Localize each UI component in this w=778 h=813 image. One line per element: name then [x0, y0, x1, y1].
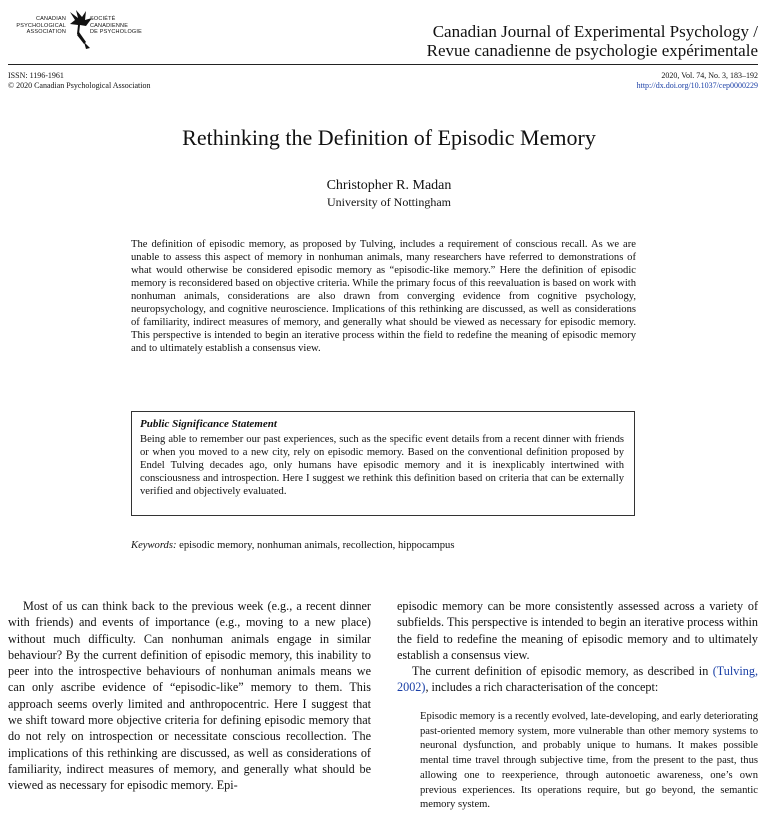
keywords-label: Keywords: [131, 540, 177, 551]
journal-title [427, 22, 758, 60]
public-significance-box [131, 411, 635, 516]
copyright: © 2020 Canadian Psychological Association [8, 81, 151, 90]
journal-title-french: Revue canadienne de psychologie expérimentale [426, 41, 758, 60]
publication-info-left [8, 71, 151, 91]
journal-title-english: Canadian Journal of Experimental Psychology / [432, 22, 758, 41]
publication-info-right [637, 71, 758, 91]
keywords-list: episodic memory, nonhuman animals, recollection, hippocampus [179, 540, 455, 551]
header-divider [8, 64, 758, 65]
citation-link-tulving[interactable]: (Tulving, 2002) [397, 664, 759, 695]
author-name: Christopher R. Madan [326, 178, 452, 193]
body-column-left [8, 598, 371, 794]
article-title: Rethinking the Definition of Episodic Memory [182, 125, 596, 150]
block-quote: Episodic memory is a recently evolved, late-developing, and early deteriorating past-oriented memory system, more vulnerable than other memory systems to neuronal dysfunction, and probably unique to humans. It makes possible mental time travel through subjective time, from the present to the past, thus allowing one to reexperience, through autonoetic awareness, one’s own previous experiences. Its operations require, but go beyond, the semantic memory system. [420, 711, 758, 811]
significance-body: Being able to remember our past experiences, such as the specific event details from a recent dinner with friends or when you moved to a new city, rely on episodic memory. Based on the conventional definition proposed by Endel Tulving decades ago, only humans have episodic memory and it is inexplicably intertwined with consciousness and introspection. Here I suggest we rethink this definition based on criteria that can be externally verified and objectively evaluated. [140, 434, 624, 497]
doi-link[interactable]: http://dx.doi.org/10.1037/cep0000229 [636, 81, 758, 90]
body-paragraph: episodic memory can be more consistently assessed across a variety of subfields. This perspective is intended to begin an iterative process within the field to redefine the meaning of episodic memory and to ultimately establish a consensus view. [397, 599, 758, 662]
issn: ISSN: 1196-1961 [8, 71, 64, 80]
significance-heading: Public Significance Statement [140, 418, 277, 430]
citation: 2020, Vol. 74, No. 3, 183–192 [661, 71, 758, 80]
abstract: The definition of episodic memory, as proposed by Tulving, includes a requirement of conscious recall. As we are unable to assess this aspect of memory in nonhuman animals, many researchers have referred to demonstrations of what would otherwise be considered episodic memory as “episodic-like memory.” Here the definition of episodic memory is reconsidered based on objective criteria. While the primary focus of this reevaluation is based on work with nonhuman animals, considerations are also drawn from converging evidence from cognitive psychology, neuropsychology, and cognitive neuroscience. Implications of this rethinking are discussed, as well as considerations of familiarity, indirect measures of memory, and generally what should be viewed as necessary for episodic memory. This perspective is intended to begin an iterative process within the field to redefine the meaning of episodic memory and to ultimately establish a consensus view. [131, 239, 636, 354]
author-affiliation: University of Nottingham [327, 195, 451, 209]
keywords [131, 540, 454, 551]
body-paragraph: Most of us can think back to the previous week (e.g., a recent dinner with friends) and events of importance (e.g., moving to a new place) without much difficulty. Can nonhuman animals engage in similar behaviour? By the current definition of episodic memory, this inability to peer into the introspective behaviours of nonhuman animals means we can only ascribe evidence of “episodic-like” memory to them. This approach seems overly limited and anthropocentric. Here I suggest that we shift toward more objective criteria for defining episodic memory that do not rely on introspection or necessitate conscious recollection. The implications of this rethinking are discussed, as well as considerations of familiarity, indirect measures of memory, and generally what should be viewed as necessary for episodic memory. Epi- [8, 599, 371, 793]
logo-text-english: CANADIAN PSYCHOLOGICAL ASSOCIATION [16, 16, 66, 35]
cpa-logo [8, 6, 178, 56]
body-paragraph: The current definition of episodic memory, as described in (Tulving, 2002), includes a rich characterisation of the concept: [397, 664, 759, 695]
body-column-right [397, 598, 758, 696]
logo-text-french: SOCIÉTÉ CANADIENNE DE PSYCHOLOGIE [90, 16, 143, 35]
